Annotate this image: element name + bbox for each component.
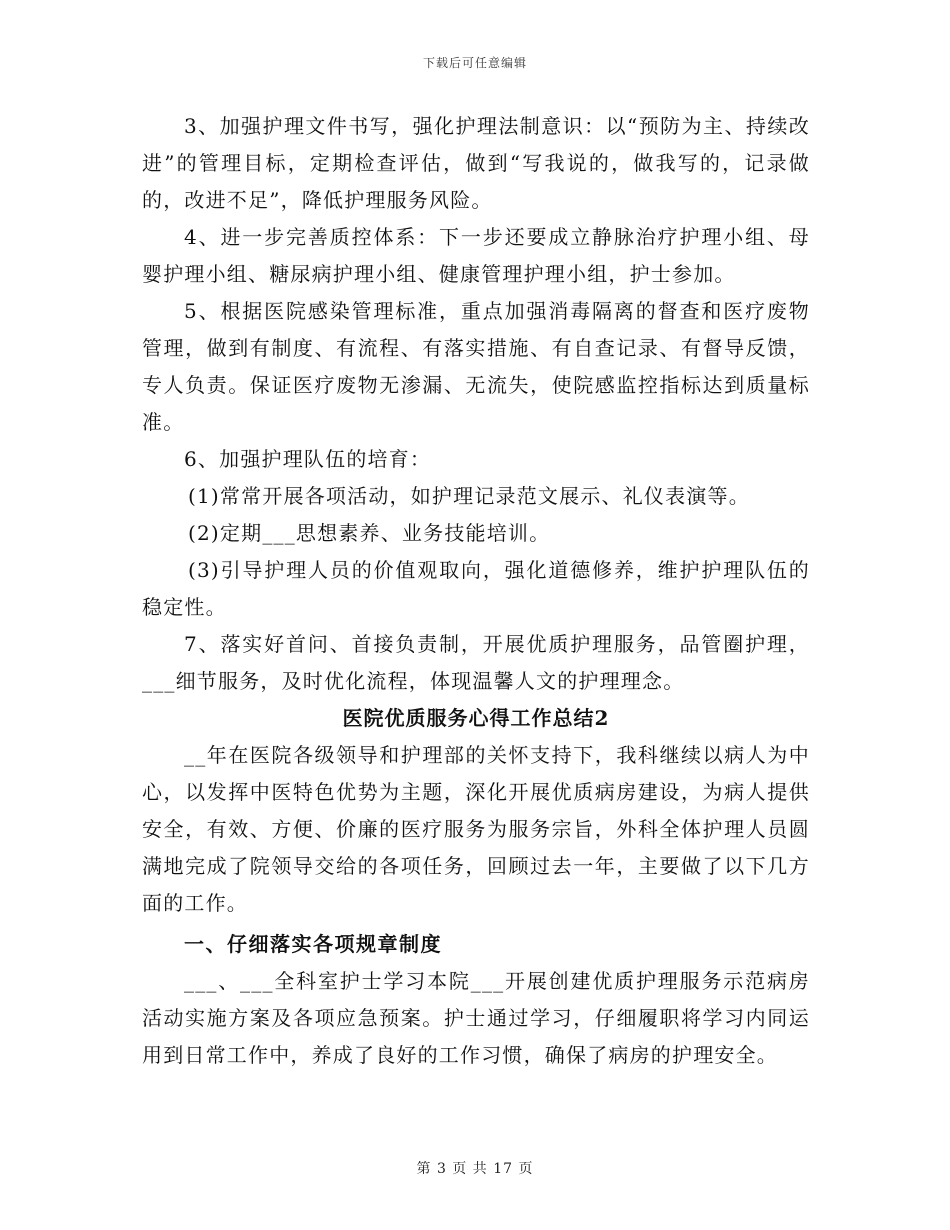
section-heading-1: 一、仔细落实各项规章制度 bbox=[184, 932, 442, 956]
section-1-paragraph: ___、___全科室护士学习本院___开展创建优质护理服务示范病房活动实施方案及各项应急预案。护士通过学习，仔细履职将学习内同运用到日常工作中，养成了良好的工作习惯，确保了病房的护理安全。 bbox=[142, 969, 810, 1067]
paragraph-item-3: 3、加强护理文件书写，强化护理法制意识：以“预防为主、持续改进”的管理目标，定期检查评估，做到“写我说的，做我写的，记录做的，改进不足”，降低护理服务风险。 bbox=[142, 114, 810, 212]
intro-paragraph: __年在医院各级领导和护理部的关怀支持下，我科继续以病人为中心，以发挥中医特色优势为主题，深化开展优质病房建设，为病人提供安全，有效、方便、价廉的医疗服务为服务宗旨，外科全体护理人员圆满地完成了院领导交给的各项任务，回顾过去一年，主要做了以下几方面的工作。 bbox=[142, 743, 810, 915]
paragraph-item-4: 4、进一步完善质控体系：下一步还要成立静脉治疗护理小组、母婴护理小组、糖尿病护理小组、健康管理护理小组，护士参加。 bbox=[142, 225, 810, 286]
paragraph-item-6-sub-1: (1)常常开展各项活动，如护理记录范文展示、礼仪表演等。 bbox=[188, 484, 750, 508]
paragraph-item-6-sub-3: (3)引导护理人员的价值观取向，强化道德修养，维护护理队伍的稳定性。 bbox=[142, 558, 810, 619]
document-body bbox=[142, 108, 810, 1074]
section-title: 医院优质服务心得工作总结2 bbox=[342, 706, 610, 730]
paragraph-item-6: 6、加强护理队伍的培育： bbox=[184, 447, 432, 471]
paragraph-item-6-sub-2: (2)定期___思想素养、业务技能培训。 bbox=[188, 521, 551, 545]
paragraph-item-7: 7、落实好首问、首接负责制，开展优质护理服务，品管圈护理，___细节服务，及时优化流程，体现温馨人文的护理理念。 bbox=[142, 632, 810, 693]
header-note: 下载后可任意编辑 bbox=[422, 56, 527, 70]
page-number: 第 3 页 共 17 页 bbox=[416, 1161, 534, 1177]
paragraph-item-5: 5、根据医院感染管理标准，重点加强消毒隔离的督查和医疗废物管理，做到有制度、有流程、有落实措施、有自查记录、有督导反馈，专人负责。保证医疗废物无渗漏、无流失，使院感监控指标达到质量标准。 bbox=[142, 299, 810, 434]
